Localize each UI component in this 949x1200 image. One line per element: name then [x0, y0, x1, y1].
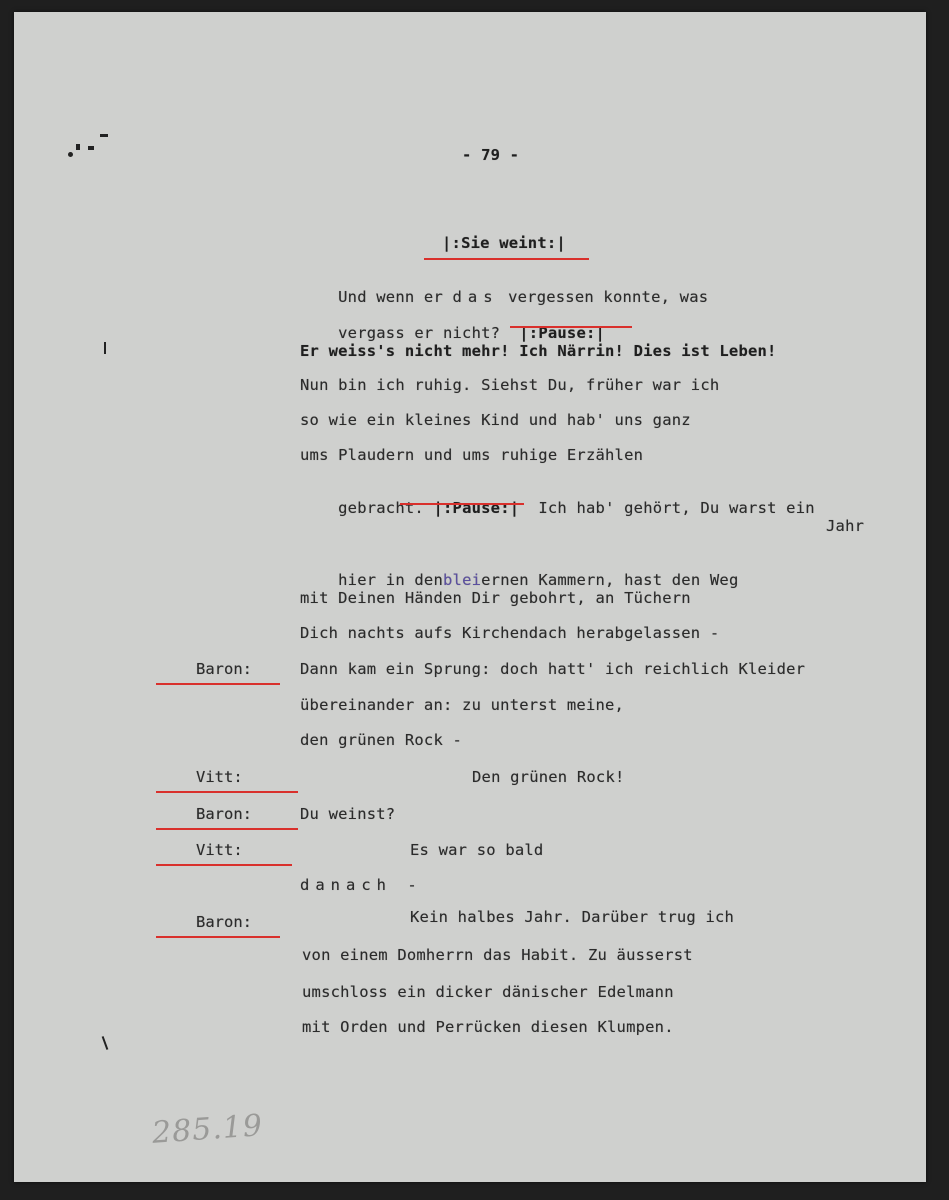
ink-speck	[104, 342, 106, 354]
text-line: Kein halbes Jahr. Darüber trug ich	[410, 908, 735, 926]
text-fragment: ernen Kammern, hast den Weg	[481, 571, 739, 589]
ink-speck	[102, 1036, 109, 1050]
speaker-label-baron: Baron:	[196, 660, 252, 678]
text-line: Es war so bald	[410, 841, 544, 859]
pause-underline	[400, 503, 524, 505]
speaker-underline	[156, 864, 292, 866]
pencil-archive-number: 285.19	[150, 1108, 265, 1151]
text-line: Er weiss's nicht mehr! Ich Närrin! Dies ist Leben!	[300, 342, 777, 360]
stage-direction-pause: |:Pause:|	[519, 324, 606, 342]
ink-speck	[100, 134, 108, 137]
text-line: Dann kam ein Sprung: doch hatt' ich reichlich Kleider	[300, 660, 806, 678]
corrected-fragment: blei	[443, 571, 482, 589]
text-fragment: Ich hab' gehört, Du warst ein	[538, 499, 815, 517]
speaker-underline	[156, 683, 280, 685]
text-line: mit Deinen Händen Dir gebohrt, an Tüchern	[300, 589, 691, 607]
text-fragment: vergessen konnte, was	[508, 288, 709, 306]
stage-direction-pause: |:Pause:|	[433, 499, 520, 517]
speaker-underline	[156, 791, 298, 793]
speaker-underline	[156, 936, 280, 938]
speaker-underline	[156, 828, 298, 830]
text-line	[300, 481, 815, 535]
text-line: ums Plaudern und ums ruhige Erzählen	[300, 446, 644, 464]
text-line: danach -	[300, 876, 423, 894]
ink-speck	[76, 144, 80, 150]
speaker-label-baron: Baron:	[196, 805, 252, 823]
ink-speck	[88, 146, 94, 150]
speaker-label-vitt: Vitt:	[196, 768, 243, 786]
text-line: übereinander an: zu unterst meine,	[300, 696, 625, 714]
text-fragment: hier in den	[338, 571, 443, 589]
page-number: - 79 -	[462, 146, 520, 164]
emphasized-word: das	[452, 288, 499, 306]
text-line: mit Orden und Perrücken diesen Klumpen.	[302, 1018, 674, 1036]
speaker-label-baron: Baron:	[196, 913, 252, 931]
text-line: umschloss ein dicker dänischer Edelmann	[302, 983, 674, 1001]
text-line: so wie ein kleines Kind und hab' uns ganz	[300, 411, 691, 429]
stage-direction-weeps: |:Sie weint:|	[442, 234, 566, 252]
speaker-label-vitt: Vitt:	[196, 841, 243, 859]
text-line: Dich nachts aufs Kirchendach herabgelassen -	[300, 624, 720, 642]
text-line: Den grünen Rock!	[472, 768, 625, 786]
text-line: Jahr	[826, 517, 865, 535]
text-line: den grünen Rock -	[300, 731, 463, 749]
text-line: Du weinst?	[300, 805, 396, 823]
text-fragment: Und wenn er	[338, 288, 443, 306]
typescript-page	[14, 12, 926, 1182]
pause-underline	[510, 326, 632, 328]
ink-speck	[68, 152, 73, 157]
text-fragment: gebracht.	[338, 499, 424, 517]
text-line: von einem Domherrn das Habit. Zu äusserst	[302, 946, 693, 964]
stage-direction-underline	[424, 258, 589, 260]
text-fragment: vergass er nicht?	[338, 324, 501, 342]
text-line: Nun bin ich ruhig. Siehst Du, früher war ich	[300, 376, 720, 394]
